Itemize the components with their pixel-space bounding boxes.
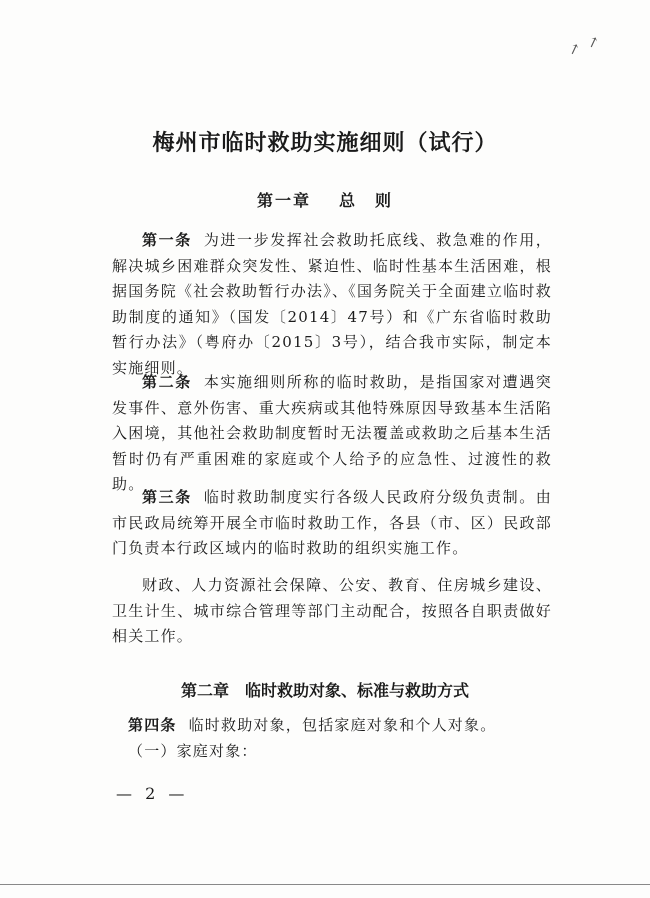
article-3-text: 临时救助制度实行各级人民政府分级负责制。由市民政局统筹开展全市临时救助工作，各县（市、区）民政部门负责本行政区域内的临时救助的组织实施工作。 [112, 488, 553, 557]
article-1 [112, 228, 552, 381]
chapter-1-name: 总 则 [339, 191, 394, 210]
article-2-label: 第二条 [142, 373, 192, 391]
article-3 [112, 485, 552, 562]
paragraph-finance: 财政、人力资源社会保障、公安、教育、住房城乡建设、卫生计生、城市综合管理等部门主动配合，按照各自职责做好相关工作。 [112, 576, 552, 645]
chapter-1-heading [0, 188, 650, 211]
page-number: — 2 — [116, 784, 189, 803]
article-4-text: 临时救助对象，包括家庭对象和个人对象。 [188, 716, 497, 734]
document-title: 梅州市临时救助实施细则（试行） [152, 130, 498, 156]
scan-edge-line [0, 884, 650, 885]
article-1-label: 第一条 [142, 231, 192, 249]
article-1-text: 为进一步发挥社会救助托底线、救急难的作用，解决城乡困难群众突发性、紧迫性、临时性基本生活困难，根据国务院《社会救助暂行办法》、《国务院关于全面建立临时救助制度的通知》（国发〔2014〕47号）和《广东省临时救助暂行办法》（粤府办〔2015〕3号），结合我市实际，制定本实施细则。 [112, 231, 553, 377]
article-3-label: 第三条 [142, 488, 192, 506]
corner-scribble: ↗ ↗ [566, 32, 604, 60]
chapter-1-number: 第一章 [256, 191, 311, 210]
article-4 [128, 714, 496, 735]
chapter-2-heading: 第二章 临时救助对象、标准与救助方式 [180, 681, 469, 700]
article-2-text: 本实施细则所称的临时救助，是指国家对遭遇突发事件、意外伤害、重大疾病或其他特殊原因导致基本生活陷入困境，其他社会救助制度暂时无法覆盖或救助之后基本生活暂时仍有严重困难的家庭或个人给予的应急性、过渡性的救助。 [112, 373, 553, 493]
article-2 [112, 370, 552, 498]
item-1-household: （一）家庭对象： [128, 742, 258, 760]
article-4-label: 第四条 [128, 716, 177, 734]
